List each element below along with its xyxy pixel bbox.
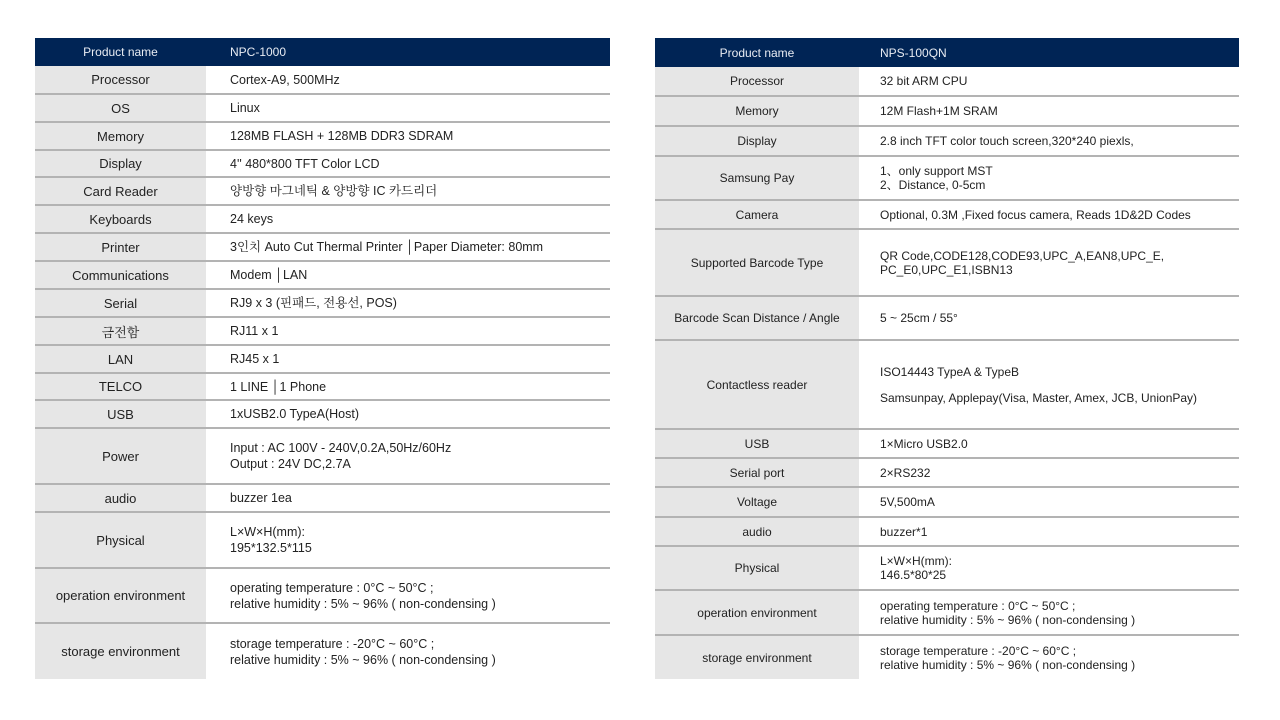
spec-value xyxy=(206,345,610,373)
spec-value-line: QR Code,CODE128,CODE93,UPC_A,EAN8,UPC_E, xyxy=(880,248,1165,263)
spec-label: 금전함 xyxy=(35,317,206,345)
spec-value-line: 12M Flash+1M SRAM xyxy=(880,104,998,118)
spec-label: Barcode Scan Distance / Angle xyxy=(655,296,859,340)
spec-value xyxy=(206,261,610,289)
spec-value xyxy=(859,517,1239,546)
spec-value xyxy=(206,428,610,484)
spec-row xyxy=(655,156,1239,200)
spec-value-line: 2.8 inch TFT color touch screen,320*240 piexls, xyxy=(880,134,1134,148)
spec-row xyxy=(35,205,610,233)
spec-value-line: 3인치 Auto Cut Thermal Printer │Paper Diameter: 80mm xyxy=(230,240,544,254)
spec-table-body xyxy=(655,38,1239,679)
spec-value xyxy=(859,458,1239,487)
table-header-row xyxy=(655,38,1239,67)
spec-value-line: Linux xyxy=(230,101,260,115)
spec-label: Serial xyxy=(35,289,206,317)
spec-label: storage environment xyxy=(655,635,859,679)
line-gap xyxy=(880,379,1239,391)
spec-value-line: 4'' 480*800 TFT Color LCD xyxy=(230,156,380,171)
spec-value xyxy=(206,568,610,623)
spec-table-npc-1000 xyxy=(35,38,610,679)
spec-value xyxy=(859,200,1239,229)
spec-row xyxy=(655,200,1239,229)
spec-value-line: Input : AC 100V - 240V,0.2A,50Hz/60Hz xyxy=(230,441,452,455)
product-name: NPS-100QN xyxy=(859,38,1239,67)
spec-label: Memory xyxy=(35,122,206,150)
spec-row xyxy=(35,177,610,205)
spec-row xyxy=(655,458,1239,487)
spec-value-line: 5V,500mA xyxy=(880,495,935,509)
spec-label: Camera xyxy=(655,200,859,229)
spec-label: USB xyxy=(655,429,859,458)
spec-value-line: operating temperature : 0°C ~ 50°C ; xyxy=(880,598,1076,613)
spec-label: Display xyxy=(655,126,859,156)
spec-value-line: 195*132.5*115 xyxy=(230,541,312,555)
spec-value xyxy=(859,487,1239,517)
spec-label: Supported Barcode Type xyxy=(655,229,859,296)
spec-value xyxy=(206,400,610,428)
product-name: NPC-1000 xyxy=(206,38,610,66)
spec-row xyxy=(35,233,610,261)
spec-label: LAN xyxy=(35,345,206,373)
spec-value xyxy=(206,317,610,345)
spec-value xyxy=(859,590,1239,635)
spec-value-line: relative humidity : 5% ~ 96% ( non-condensing ) xyxy=(880,657,1136,672)
spec-value xyxy=(859,635,1239,679)
spec-row xyxy=(35,66,610,94)
spec-row xyxy=(35,623,610,679)
spec-value xyxy=(859,126,1239,156)
spec-row xyxy=(35,568,610,623)
spec-value-line: L×W×H(mm): xyxy=(230,525,305,539)
spec-value-line: RJ9 x 3 (핀패드, 전용선, POS) xyxy=(230,296,397,310)
spec-row xyxy=(35,428,610,484)
spec-value-line: relative humidity : 5% ~ 96% ( non-condensing ) xyxy=(230,652,496,667)
spec-value xyxy=(859,296,1239,340)
spec-value xyxy=(206,289,610,317)
spec-row xyxy=(655,67,1239,96)
spec-label: Processor xyxy=(35,66,206,94)
spec-value-line: 5 ~ 25cm / 55° xyxy=(880,311,958,325)
spec-label: Voltage xyxy=(655,487,859,517)
spec-label: operation environment xyxy=(35,568,206,623)
spec-value xyxy=(206,66,610,94)
spec-value-line: RJ11 x 1 xyxy=(230,324,279,338)
spec-label: audio xyxy=(35,484,206,512)
spec-value xyxy=(859,96,1239,126)
spec-row xyxy=(35,512,610,568)
spec-value-line: 1xUSB2.0 TypeA(Host) xyxy=(230,407,359,421)
spec-value-line: operating temperature : 0°C ~ 50°C ; xyxy=(230,580,434,595)
spec-row xyxy=(35,150,610,177)
spec-value xyxy=(206,177,610,205)
spec-label: Communications xyxy=(35,261,206,289)
spec-label: Card Reader xyxy=(35,177,206,205)
spec-value xyxy=(206,233,610,261)
spec-value-line: Samsunpay, Applepay(Visa, Master, Amex, JCB, UnionPay) xyxy=(880,390,1198,405)
spec-label: Contactless reader xyxy=(655,340,859,429)
spec-value-line: Output : 24V DC,2.7A xyxy=(230,457,351,471)
spec-label: TELCO xyxy=(35,373,206,400)
spec-value-line: storage temperature : -20°C ~ 60°C ; xyxy=(880,643,1077,658)
spec-value-line: relative humidity : 5% ~ 96% ( non-condensing ) xyxy=(880,612,1136,627)
spec-label: Physical xyxy=(35,512,206,568)
spec-value-line: buzzer*1 xyxy=(880,524,928,539)
spec-row xyxy=(655,635,1239,679)
spec-row xyxy=(655,126,1239,156)
spec-value xyxy=(859,67,1239,96)
spec-value xyxy=(859,156,1239,200)
spec-row xyxy=(35,261,610,289)
spec-value-line: L×W×H(mm): xyxy=(880,554,952,568)
spec-label: OS xyxy=(35,94,206,122)
header-label: Product name xyxy=(655,38,859,67)
spec-value-line: relative humidity : 5% ~ 96% ( non-condensing ) xyxy=(230,596,496,611)
spec-label: Memory xyxy=(655,96,859,126)
spec-value-line: ISO14443 TypeA & TypeB xyxy=(880,364,1019,379)
spec-label: audio xyxy=(655,517,859,546)
spec-row xyxy=(35,400,610,428)
spec-value-line: PC_E0,UPC_E1,ISBN13 xyxy=(880,262,1013,277)
spec-row xyxy=(655,340,1239,429)
spec-value-line: 2、Distance, 0-5cm xyxy=(880,178,986,192)
spec-value xyxy=(206,373,610,400)
spec-row xyxy=(35,122,610,150)
spec-value-line: 양방향 마그네틱 & 양방향 IC 카드리더 xyxy=(230,184,438,198)
spec-label: Physical xyxy=(655,546,859,590)
spec-value-line: 1、only support MST xyxy=(880,164,993,178)
spec-value-line: 32 bit ARM CPU xyxy=(880,74,968,88)
spec-row xyxy=(35,317,610,345)
spec-table-nps-100qn xyxy=(655,38,1239,679)
spec-value-line: 24 keys xyxy=(230,212,274,226)
spec-row xyxy=(655,517,1239,546)
spec-label: Serial port xyxy=(655,458,859,487)
spec-label: Keyboards xyxy=(35,205,206,233)
spec-value-line: 2×RS232 xyxy=(880,465,931,480)
table-header-row xyxy=(35,38,610,66)
spec-value-line: RJ45 x 1 xyxy=(230,352,280,366)
spec-label: Power xyxy=(35,428,206,484)
spec-value xyxy=(206,512,610,568)
spec-value xyxy=(206,150,610,177)
spec-value-line: storage temperature : -20°C ~ 60°C ; xyxy=(230,636,435,651)
spec-row xyxy=(655,590,1239,635)
spec-label: Processor xyxy=(655,67,859,96)
spec-value-line: 146.5*80*25 xyxy=(880,568,947,582)
spec-value xyxy=(859,429,1239,458)
spec-value xyxy=(206,623,610,679)
spec-row xyxy=(655,487,1239,517)
spec-value xyxy=(206,205,610,233)
spec-row xyxy=(35,373,610,400)
spec-row xyxy=(35,289,610,317)
spec-label: Display xyxy=(35,150,206,177)
spec-value-line: Cortex-A9, 500MHz xyxy=(230,72,340,87)
spec-value-line: Optional, 0.3M ,Fixed focus camera, Reads 1D&2D Codes xyxy=(880,207,1191,222)
spec-label: USB xyxy=(35,400,206,428)
spec-value-line: buzzer 1ea xyxy=(230,491,292,505)
spec-label: operation environment xyxy=(655,590,859,635)
spec-value xyxy=(859,340,1239,429)
spec-value-line: 1×Micro USB2.0 xyxy=(880,436,968,451)
spec-value-line: Modem │LAN xyxy=(230,268,308,282)
spec-label: Samsung Pay xyxy=(655,156,859,200)
spec-value-line: 1 LINE │1 Phone xyxy=(230,379,327,394)
spec-value xyxy=(206,122,610,150)
header-label: Product name xyxy=(35,38,206,66)
spec-value-line: 128MB FLASH + 128MB DDR3 SDRAM xyxy=(230,129,454,143)
spec-row xyxy=(35,345,610,373)
spec-value xyxy=(206,94,610,122)
spec-row xyxy=(655,229,1239,296)
spec-row xyxy=(35,484,610,512)
spec-value xyxy=(206,484,610,512)
spec-row xyxy=(655,546,1239,590)
spec-row xyxy=(35,94,610,122)
spec-row xyxy=(655,96,1239,126)
spec-value xyxy=(859,229,1239,296)
spec-label: storage environment xyxy=(35,623,206,679)
spec-label: Printer xyxy=(35,233,206,261)
spec-table-body xyxy=(35,38,610,679)
spec-value xyxy=(859,546,1239,590)
spec-row xyxy=(655,429,1239,458)
spec-row xyxy=(655,296,1239,340)
